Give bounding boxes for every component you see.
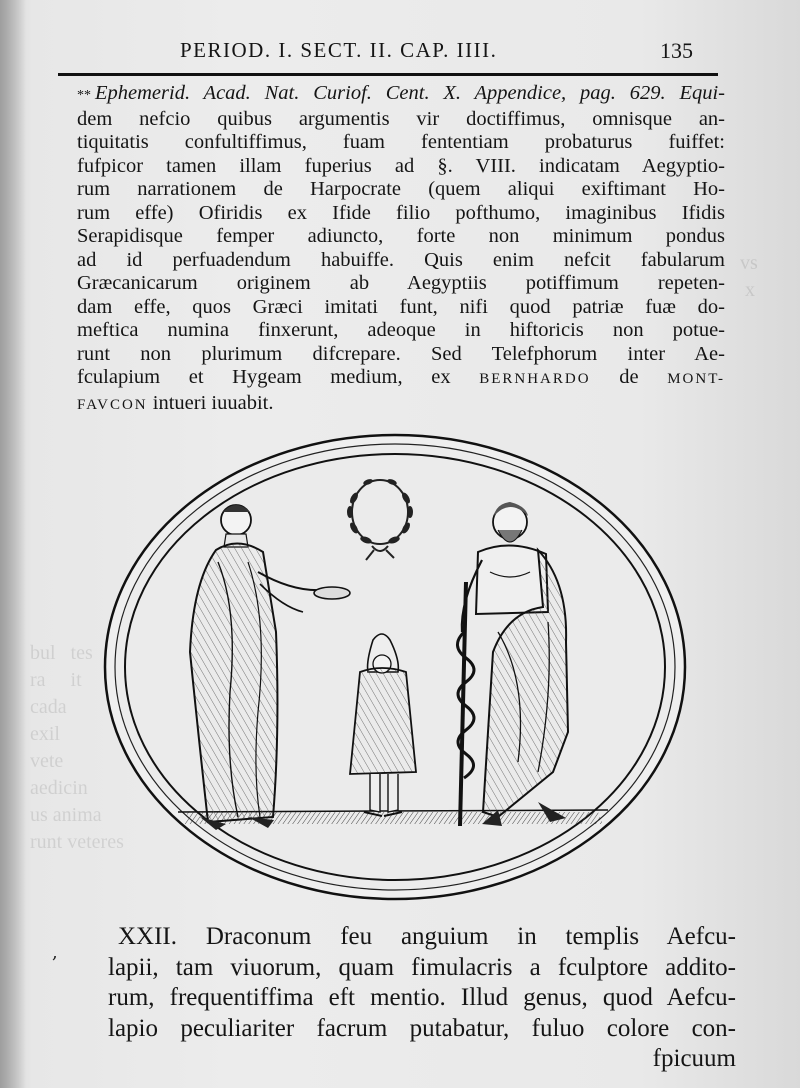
- catchword: fpicuum: [652, 1045, 736, 1072]
- page-number: 135: [660, 38, 693, 63]
- show-through-text: bul tes ra it cada exil vete aedicin us anima runt veteres: [30, 642, 124, 853]
- paragraph-line: lapii, tam viuorum, quam fimulacris a fculptore addito-: [108, 953, 736, 981]
- author-name: FAVCON: [77, 396, 148, 413]
- footnote-line: [77, 392, 725, 418]
- author-name: MONT-: [667, 371, 725, 387]
- footnote-line: Serapidisque femper adiuncto, forte non minimum pondus: [77, 225, 725, 247]
- main-paragraph: [108, 922, 736, 1075]
- footnote-line: [77, 366, 725, 392]
- footnote-line: [77, 82, 725, 108]
- footnote-line: tiquitatis confultiffimus, fuam fententiam probaturus fuiffet:: [77, 131, 725, 153]
- footnote-block: [77, 82, 725, 417]
- author-name: BERNHARDO: [479, 371, 591, 387]
- running-header: [180, 38, 720, 63]
- header-rule: [58, 73, 718, 76]
- engraving-medallion: [98, 432, 693, 907]
- footnote-line: Græcanicarum originem ab Aegyptiis potiffimum repeten-: [77, 272, 725, 294]
- footnote-line: rum narrationem de Harpocrate (quem aliqui exiftimant Ho-: [77, 178, 725, 200]
- footnote-line: runt non plurimum difcrepare. Sed Telefphorum inter Ae-: [77, 342, 725, 365]
- footnote-line: rum effe) Ofiridis ex Ifide filio pofthumo, imaginibus Ifidis: [77, 201, 725, 224]
- running-head-title: PERIOD. I. SECT. II. CAP. IIII.: [180, 38, 498, 62]
- footnote-line: dem nefcio quibus argumentis vir doctiffimus, omnisque an-: [77, 107, 725, 130]
- margin-mark: ,: [52, 942, 58, 963]
- footnote-text: de: [590, 366, 668, 388]
- footnote-text: fculapium et Hygeam medium, ex: [77, 366, 480, 388]
- paragraph-line: lapio peculiariter facrum putabatur, fuluo colore con-: [108, 1014, 736, 1042]
- footnote-line: ad id perfuadendum habuiffe. Quis enim nefcit fabularum: [77, 248, 725, 271]
- paragraph-line: rum, frequentiffima eft mentio. Illud genus, quod Aefcu-: [108, 984, 736, 1011]
- show-through-text: vs x: [740, 252, 758, 301]
- paragraph-line: XXII. Draconum feu anguium in templis Aefcu-: [118, 923, 736, 950]
- footnote-line: fufpicor tamen illam fuperius ad §. VIII. indicatam Aegyptio-: [77, 154, 725, 177]
- footnote-text: intueri iuuabit.: [147, 391, 274, 414]
- footnote-line: meftica numina finxerunt, adeoque in hiftoricis non potue-: [77, 319, 725, 341]
- footnote-line-text: Ephemerid. Acad. Nat. Curiof. Cent. X. Appendice, pag. 629. Equi-: [95, 82, 725, 104]
- footnote-marker: **: [77, 88, 91, 103]
- footnote-line: dam effe, quos Græci imitati funt, nifi quod patriæ fuæ do-: [77, 295, 725, 318]
